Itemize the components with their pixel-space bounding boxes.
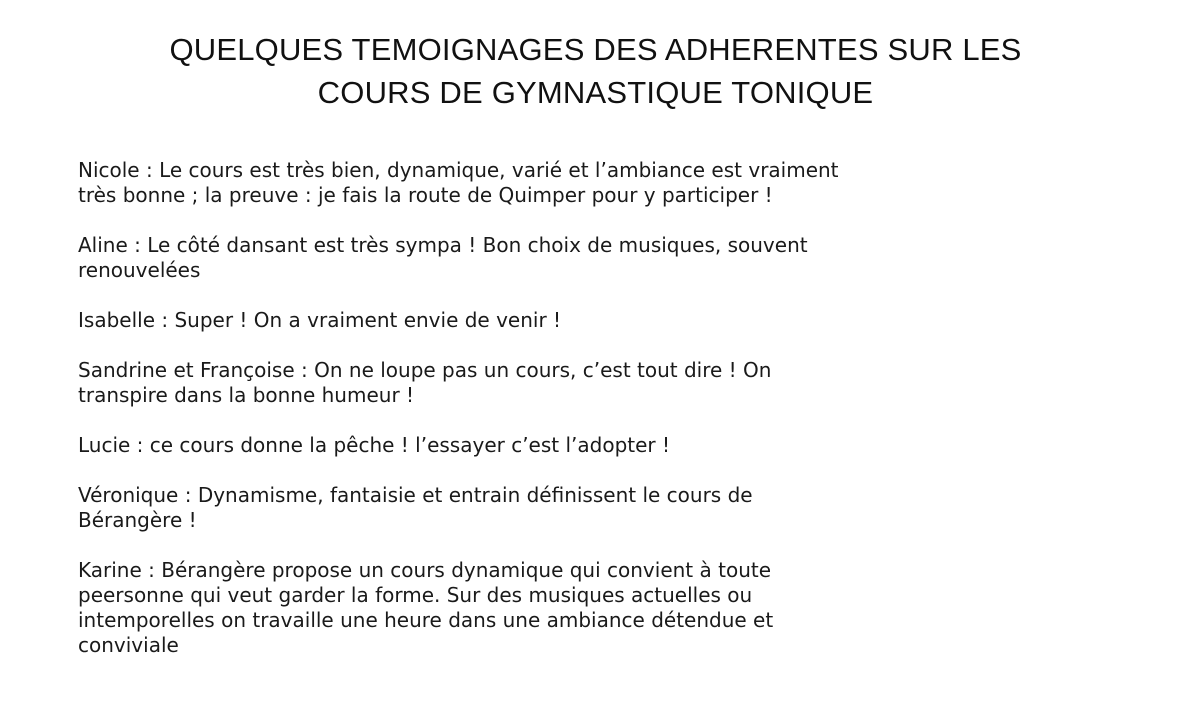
testimonial-line: conviviale: [78, 633, 179, 657]
testimonials-list: [78, 158, 1118, 683]
testimonial-line: Sandrine et Françoise : On ne loupe pas un cours, c’est tout dire ! On: [78, 358, 772, 382]
testimonial-line: très bonne ; la preuve : je fais la route de Quimper pour y participer !: [78, 183, 773, 207]
testimonial-isabelle: [78, 308, 1118, 333]
testimonial-line: intemporelles on travaille une heure dans une ambiance détendue et: [78, 608, 774, 632]
testimonial-line: Bérangère !: [78, 508, 197, 532]
testimonial-line: renouvelées: [78, 258, 201, 282]
testimonial-veronique: [78, 483, 1118, 533]
page-title: [0, 28, 1191, 114]
testimonial-sandrine-francoise: [78, 358, 1118, 408]
testimonial-line: transpire dans la bonne humeur !: [78, 383, 415, 407]
title-line-2: COURS DE GYMNASTIQUE TONIQUE: [317, 75, 874, 110]
testimonial-line: Aline : Le côté dansant est très sympa ! Bon choix de musiques, souvent: [78, 233, 808, 257]
testimonial-line: Lucie : ce cours donne la pêche ! l’essayer c’est l’adopter !: [78, 433, 671, 457]
testimonial-line: Isabelle : Super ! On a vraiment envie de venir !: [78, 308, 562, 332]
testimonial-line: Nicole : Le cours est très bien, dynamique, varié et l’ambiance est vraiment: [78, 158, 839, 182]
testimonial-line: peersonne qui veut garder la forme. Sur des musiques actuelles ou: [78, 583, 753, 607]
testimonial-karine: [78, 558, 1118, 658]
testimonial-nicole: [78, 158, 1118, 208]
testimonial-line: Karine : Bérangère propose un cours dynamique qui convient à toute: [78, 558, 772, 582]
testimonial-lucie: [78, 433, 1118, 458]
testimonial-line: Véronique : Dynamisme, fantaisie et entrain définissent le cours de: [78, 483, 753, 507]
testimonial-aline: [78, 233, 1118, 283]
title-line-1: QUELQUES TEMOIGNAGES DES ADHERENTES SUR LES: [169, 32, 1022, 67]
